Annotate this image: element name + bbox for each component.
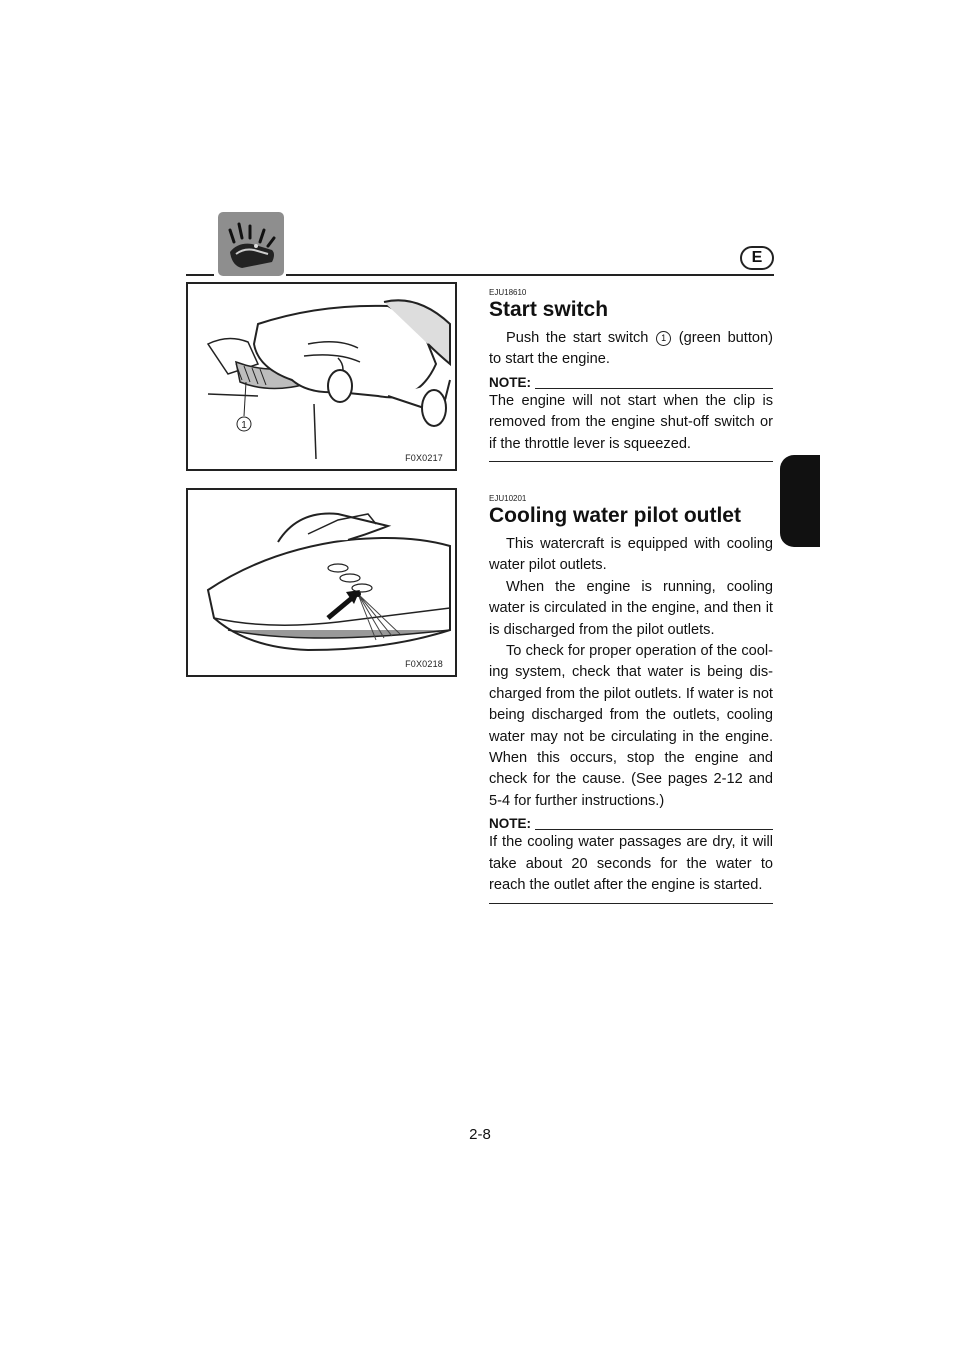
figure-code: F0X0218 <box>405 659 443 669</box>
watercraft-pilot-outlet-illustration <box>188 490 455 675</box>
header-rule <box>186 274 214 276</box>
figure-callout: 1 <box>241 420 247 431</box>
note-end-rule <box>489 903 773 904</box>
note-label: NOTE: <box>489 816 531 832</box>
hand-start-switch-illustration <box>188 284 455 469</box>
start-switch-figure <box>186 282 457 471</box>
callout-marker: 1 <box>656 331 671 346</box>
section-paragraph: When the engine is running, cooling water is circulated in the engine, and then it is discharged from the pilot outlets. <box>489 578 773 638</box>
note-header <box>489 816 773 832</box>
chapter-tab <box>780 455 820 547</box>
section-code: EJU10201 <box>489 494 527 503</box>
note-header <box>489 375 773 391</box>
section-paragraph: To check for proper operation of the cool-ing system, check that water is being dis-charged from the pilot outlets. If water is not being discharged from the outlets, cooling water may not be circulating in the engine. When this occurs, stop the engine and check for the cause. (See pages 2-12 and 5-4 for further instructions.) <box>489 643 773 809</box>
figure-code: F0X0217 <box>405 453 443 463</box>
note-end-rule <box>489 461 773 462</box>
note-text: If the cooling water passages are dry, it will take about 20 seconds for the water to reach the outlet after the engine is started. <box>489 834 773 894</box>
section-cooling-water <box>489 494 773 904</box>
section-code: EJU18610 <box>489 288 527 297</box>
watercraft-operation-icon <box>218 212 284 276</box>
section-start-switch <box>489 288 773 462</box>
language-badge: E <box>740 246 774 270</box>
note-rule <box>535 388 773 389</box>
pilot-outlet-figure <box>186 488 457 677</box>
section-body <box>489 328 773 371</box>
body-text: (green button) to start the engine. <box>489 330 773 368</box>
note-label: NOTE: <box>489 374 531 390</box>
body-text: Push the start switch <box>506 330 649 346</box>
header-rule <box>286 274 774 276</box>
section-paragraph: This watercraft is equipped with cooling water pilot outlets. <box>489 536 773 574</box>
note-rule <box>535 829 773 830</box>
note-text: The engine will not start when the clip is removed from the engine shut-off switch or if the throttle lever is squeezed. <box>489 392 773 452</box>
section-title: Start switch <box>489 298 609 321</box>
section-title: Cooling water pilot outlet <box>489 504 741 527</box>
page-number: 2-8 <box>469 1126 491 1143</box>
